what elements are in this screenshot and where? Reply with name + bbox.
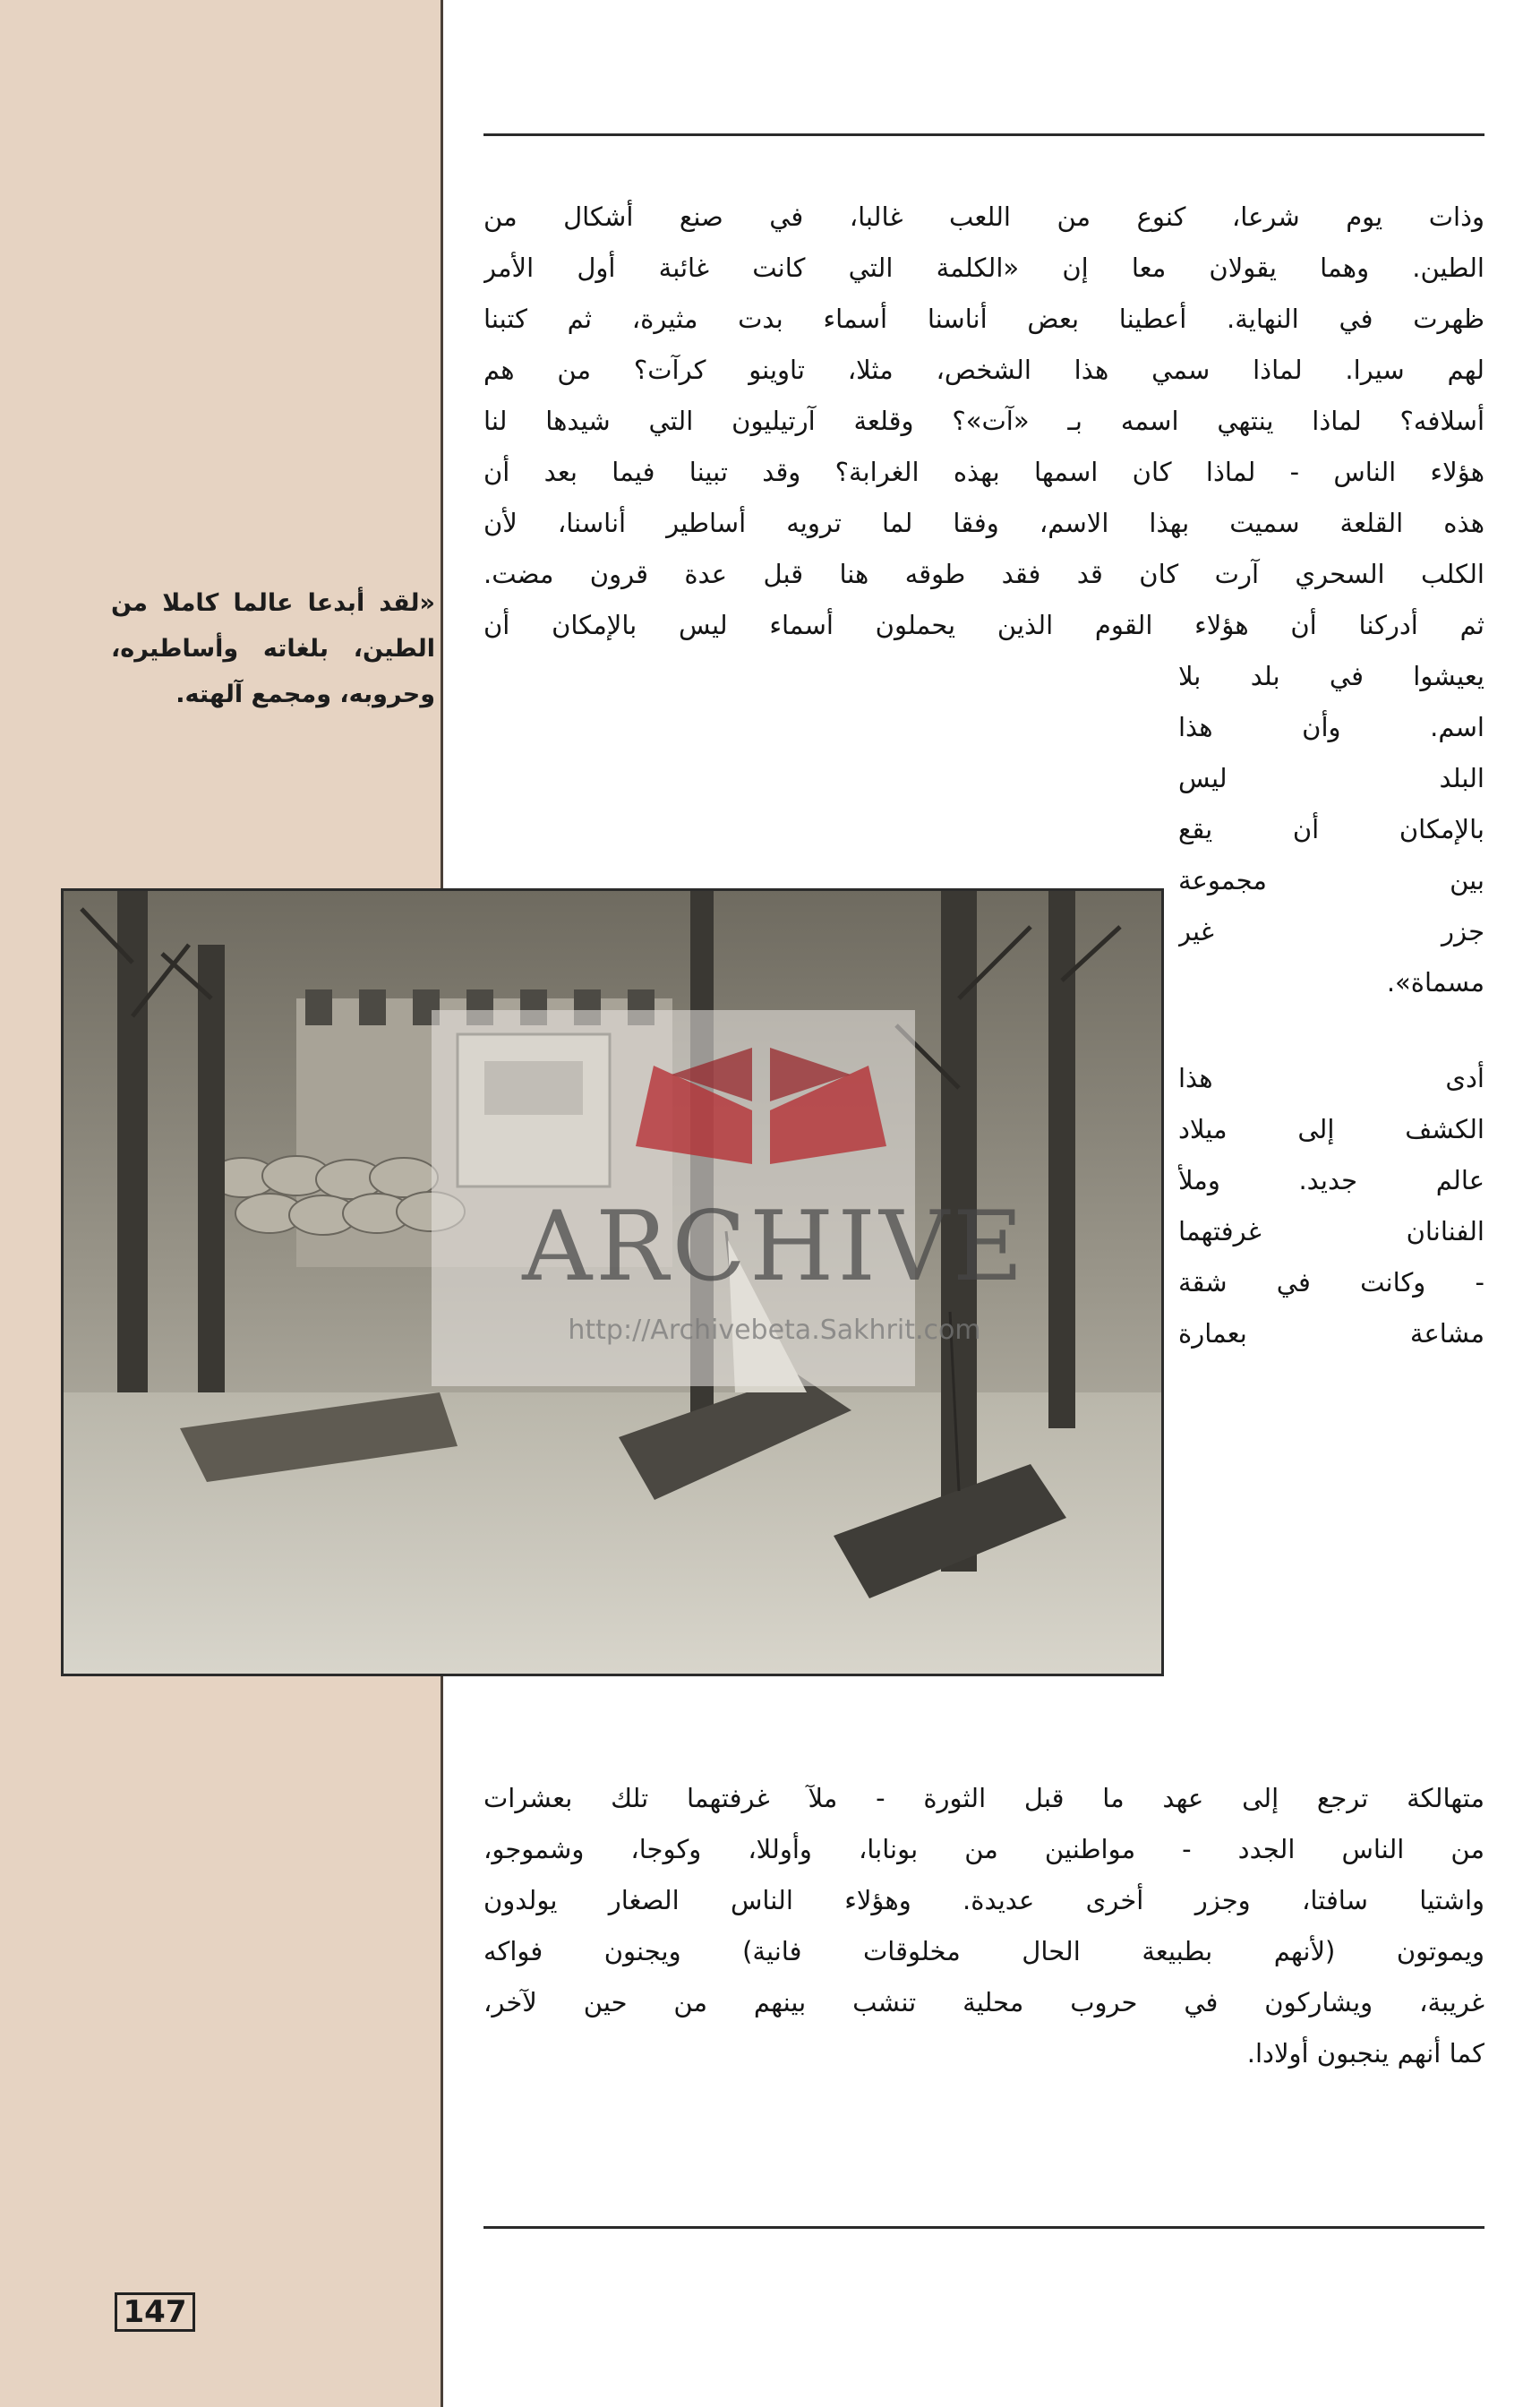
text-line: هذه القلعة سميت بهذا الاسم، وفقا لما ترويه أساطير أناسنا، لأن <box>483 508 1484 538</box>
body-narrow-column-1 <box>1178 651 1484 1008</box>
text-line: ظهرت في النهاية. أعطينا بعض أناسنا أسماء بدت مثيرة، ثم كتبنا <box>483 304 1484 334</box>
text-line: متهالكة ترجع إلى عهد ما قبل الثورة - ملآ غرفتهما تلك بعشرات <box>483 1783 1484 1813</box>
text-line: الطين. وهما يقولان معا إن «الكلمة التي كانت غائبة أول الأمر <box>483 253 1484 283</box>
text-line: الكلب السحري آرت كان قد فقد طوقه هنا قبل عدة قرون مضت. <box>483 559 1484 589</box>
text-line: - وكانت في شقة <box>1178 1267 1484 1298</box>
text-line: هؤلاء الناس - لماذا كان اسمها بهذه الغرابة؟ وقد تبينا فيما بعد أن <box>483 457 1484 487</box>
text-line: ويموتون (لأنهم بطبيعة الحال مخلوقات فانية) ويجنون فواكه <box>483 1936 1484 1966</box>
text-line: جزر غير <box>1178 916 1484 947</box>
body-paragraph-2 <box>483 1773 1484 2079</box>
text-line: لهم سيرا. لماذا سمي هذا الشخص، مثلا، تاوينو كرآت؟ من هم <box>483 355 1484 385</box>
text-line: يعيشوا في بلد بلا <box>1178 661 1484 691</box>
pull-quote: «لقد أبدعا عالما كاملا من الطين، بلغاته وأساطيره، وحروبه، ومجمع آلهته. <box>111 589 435 708</box>
text-line: ثم أدركنا أن هؤلاء القوم الذين يحملون أسماء ليس بالإمكان أن <box>483 610 1484 640</box>
text-line: أدى هذا <box>1178 1063 1484 1093</box>
text-line: البلد ليس <box>1178 763 1484 793</box>
text-line: اسم. وأن هذا <box>1178 712 1484 742</box>
watermark-url: http://Archivebeta.Sakhrit.com <box>568 1315 981 1346</box>
text-line: واشتيا سافتا، وجزر أخرى عديدة. وهؤلاء الناس الصغار يولدون <box>483 1885 1484 1915</box>
text-line: مسماة». <box>1386 967 1484 998</box>
text-line: مشاعة بعمارة <box>1178 1318 1484 1349</box>
body-narrow-column-2 <box>1178 1053 1484 1359</box>
archive-book-icon <box>618 1012 904 1173</box>
bottom-rule <box>483 2226 1484 2229</box>
text-line: كما أنهم ينجبون أولادا. <box>1246 2038 1484 2069</box>
page-number: 147 <box>115 2292 195 2332</box>
body-paragraph-1 <box>483 192 1484 651</box>
text-line: الفنانان غرفتهما <box>1178 1216 1484 1246</box>
text-line: غريبة، ويشاركون في حروب محلية تنشب بينهم من حين لآخر، <box>483 1987 1484 2017</box>
text-line: الكشف إلى ميلاد <box>1178 1114 1484 1144</box>
top-rule <box>483 133 1484 136</box>
text-line: وذات يوم شرعا، كنوع من اللعب غالبا، في صنع أشكال من <box>483 201 1484 232</box>
watermark-title: ARCHIVE <box>522 1191 1027 1303</box>
text-line: أسلافه؟ لماذا ينتهي اسمه بـ «آت»؟ وقلعة آرتيليون التي شيدها لنا <box>483 406 1484 436</box>
text-line: بين مجموعة <box>1178 865 1484 895</box>
text-line: من الناس الجدد - مواطنين من بونابا، وأوللا، وكوجا، وشموجو، <box>483 1834 1484 1864</box>
text-line: بالإمكان أن يقع <box>1178 814 1484 844</box>
text-line: عالم جديد. وملأ <box>1178 1165 1484 1195</box>
